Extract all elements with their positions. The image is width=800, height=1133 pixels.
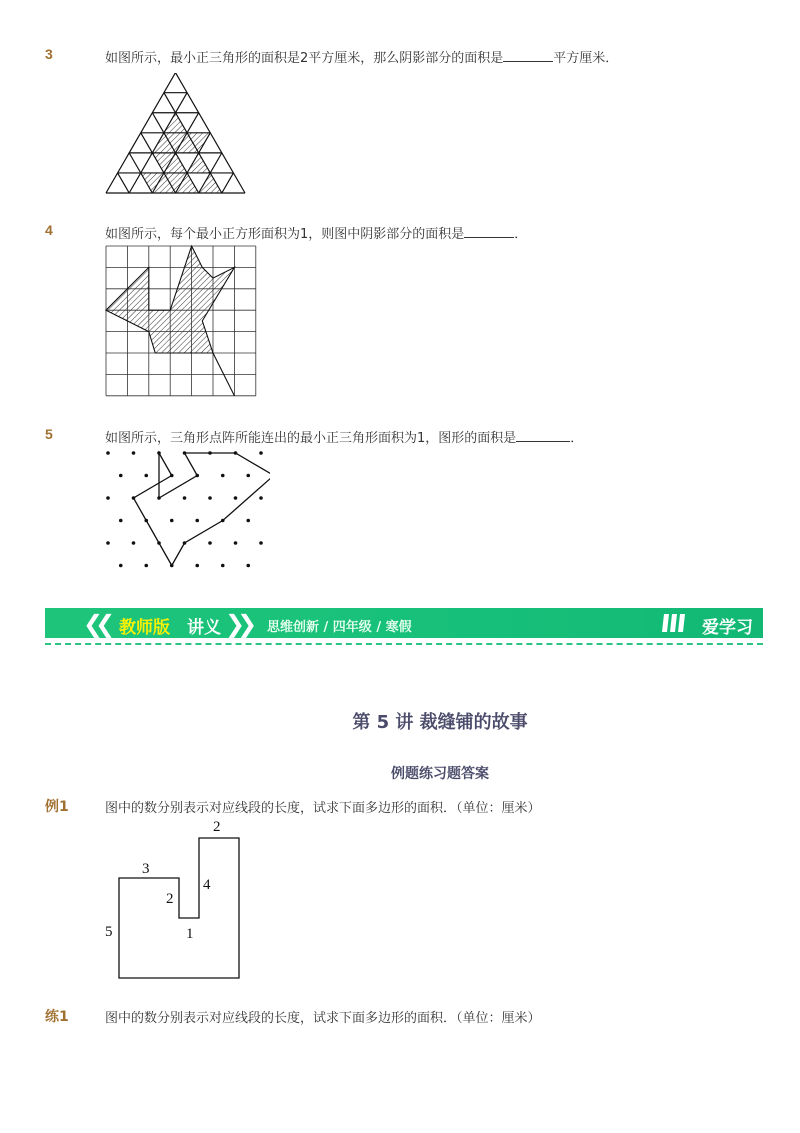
lattice-dot — [208, 496, 212, 500]
banner-breadcrumb: 思维创新 / 四年级 / 寒假 — [267, 620, 412, 635]
polygon-figure — [100, 815, 260, 985]
lattice-dot — [246, 564, 250, 568]
double-chevron-right-icon: ❯❯ — [225, 610, 250, 638]
section-subtitle: 例题练习题答案 — [391, 766, 489, 782]
dot-lattice-figure — [100, 445, 270, 570]
question-text-before: 如图所示，每个最小正方形面积为1，则图中阴影部分的面积是 — [105, 227, 465, 242]
lattice-dot — [221, 564, 225, 568]
lattice-dot — [208, 541, 212, 545]
lattice-dot — [183, 496, 187, 500]
answer-blank — [503, 49, 553, 62]
figure-label: 2 — [213, 819, 221, 835]
figure-label: 2 — [166, 891, 174, 907]
lattice-dot — [106, 496, 110, 500]
lattice-dot — [195, 519, 199, 523]
lattice-dot — [246, 474, 250, 478]
practice-label: 练1 — [45, 1009, 69, 1025]
triangle-grid-figure — [104, 73, 249, 195]
lattice-dot — [259, 451, 263, 455]
lattice-dot — [119, 519, 123, 523]
lattice-dot — [234, 541, 238, 545]
lattice-dot — [144, 564, 148, 568]
answer-blank — [516, 429, 570, 442]
logo-stripes-icon — [662, 612, 692, 634]
double-chevron-left-icon: ❮❮ — [83, 610, 108, 638]
lattice-dot — [106, 541, 110, 545]
shaded-cell — [199, 173, 222, 193]
lattice-dot — [144, 474, 148, 478]
shaded-cell — [187, 153, 210, 173]
question-text-after: 平方厘米． — [553, 51, 619, 66]
grid-line — [118, 173, 130, 193]
example-text: 图中的数分别表示对应线段的长度，试求下面多边形的面积．（单位：厘米） — [105, 801, 541, 816]
lattice-dot — [221, 474, 225, 478]
banner-divider — [45, 643, 763, 645]
question-number: 4 — [45, 222, 53, 238]
figure-label: 5 — [105, 924, 113, 940]
lattice-dot — [119, 474, 123, 478]
lattice-dot — [246, 519, 250, 523]
question-text-before: 如图所示，三角形点阵所能连出的最小正三角形面积为1，图形的面积是 — [105, 431, 517, 446]
lecture-title: 第 5 讲 裁缝铺的故事 — [352, 712, 528, 733]
lattice-dot — [170, 519, 174, 523]
lattice-dot — [195, 564, 199, 568]
question-number: 5 — [45, 426, 53, 442]
figure-label: 3 — [142, 861, 150, 877]
shaded-cell — [164, 113, 187, 133]
lattice-dot — [106, 451, 110, 455]
figure-label: 4 — [203, 877, 211, 893]
answer-blank — [464, 225, 514, 238]
question-text-after: ． — [570, 431, 584, 446]
lattice-dot — [132, 451, 136, 455]
question-text-after: ． — [514, 227, 528, 242]
question-text — [105, 223, 527, 242]
lattice-dot — [132, 541, 136, 545]
brand-logo: 爱学习 — [702, 618, 753, 638]
banner-title-part1: 教师版 — [119, 618, 170, 638]
banner-title-part2: 讲义 — [187, 618, 221, 638]
practice-text: 图中的数分别表示对应线段的长度，试求下面多边形的面积．（单位：厘米） — [105, 1011, 541, 1026]
question-text — [105, 427, 583, 446]
lattice-dot — [119, 564, 123, 568]
question-text-before: 如图所示，最小正三角形的面积是2平方厘米，那么阴影部分的面积是 — [105, 51, 504, 66]
square-grid-figure — [105, 245, 260, 400]
question-text — [105, 47, 618, 66]
question-number: 3 — [45, 46, 53, 62]
figure-label: 1 — [186, 926, 194, 942]
grid-line — [222, 173, 234, 193]
lattice-dot — [259, 541, 263, 545]
lattice-dot — [259, 496, 263, 500]
example-label: 例1 — [45, 799, 69, 815]
header-banner — [45, 608, 763, 638]
lattice-dot — [234, 496, 238, 500]
